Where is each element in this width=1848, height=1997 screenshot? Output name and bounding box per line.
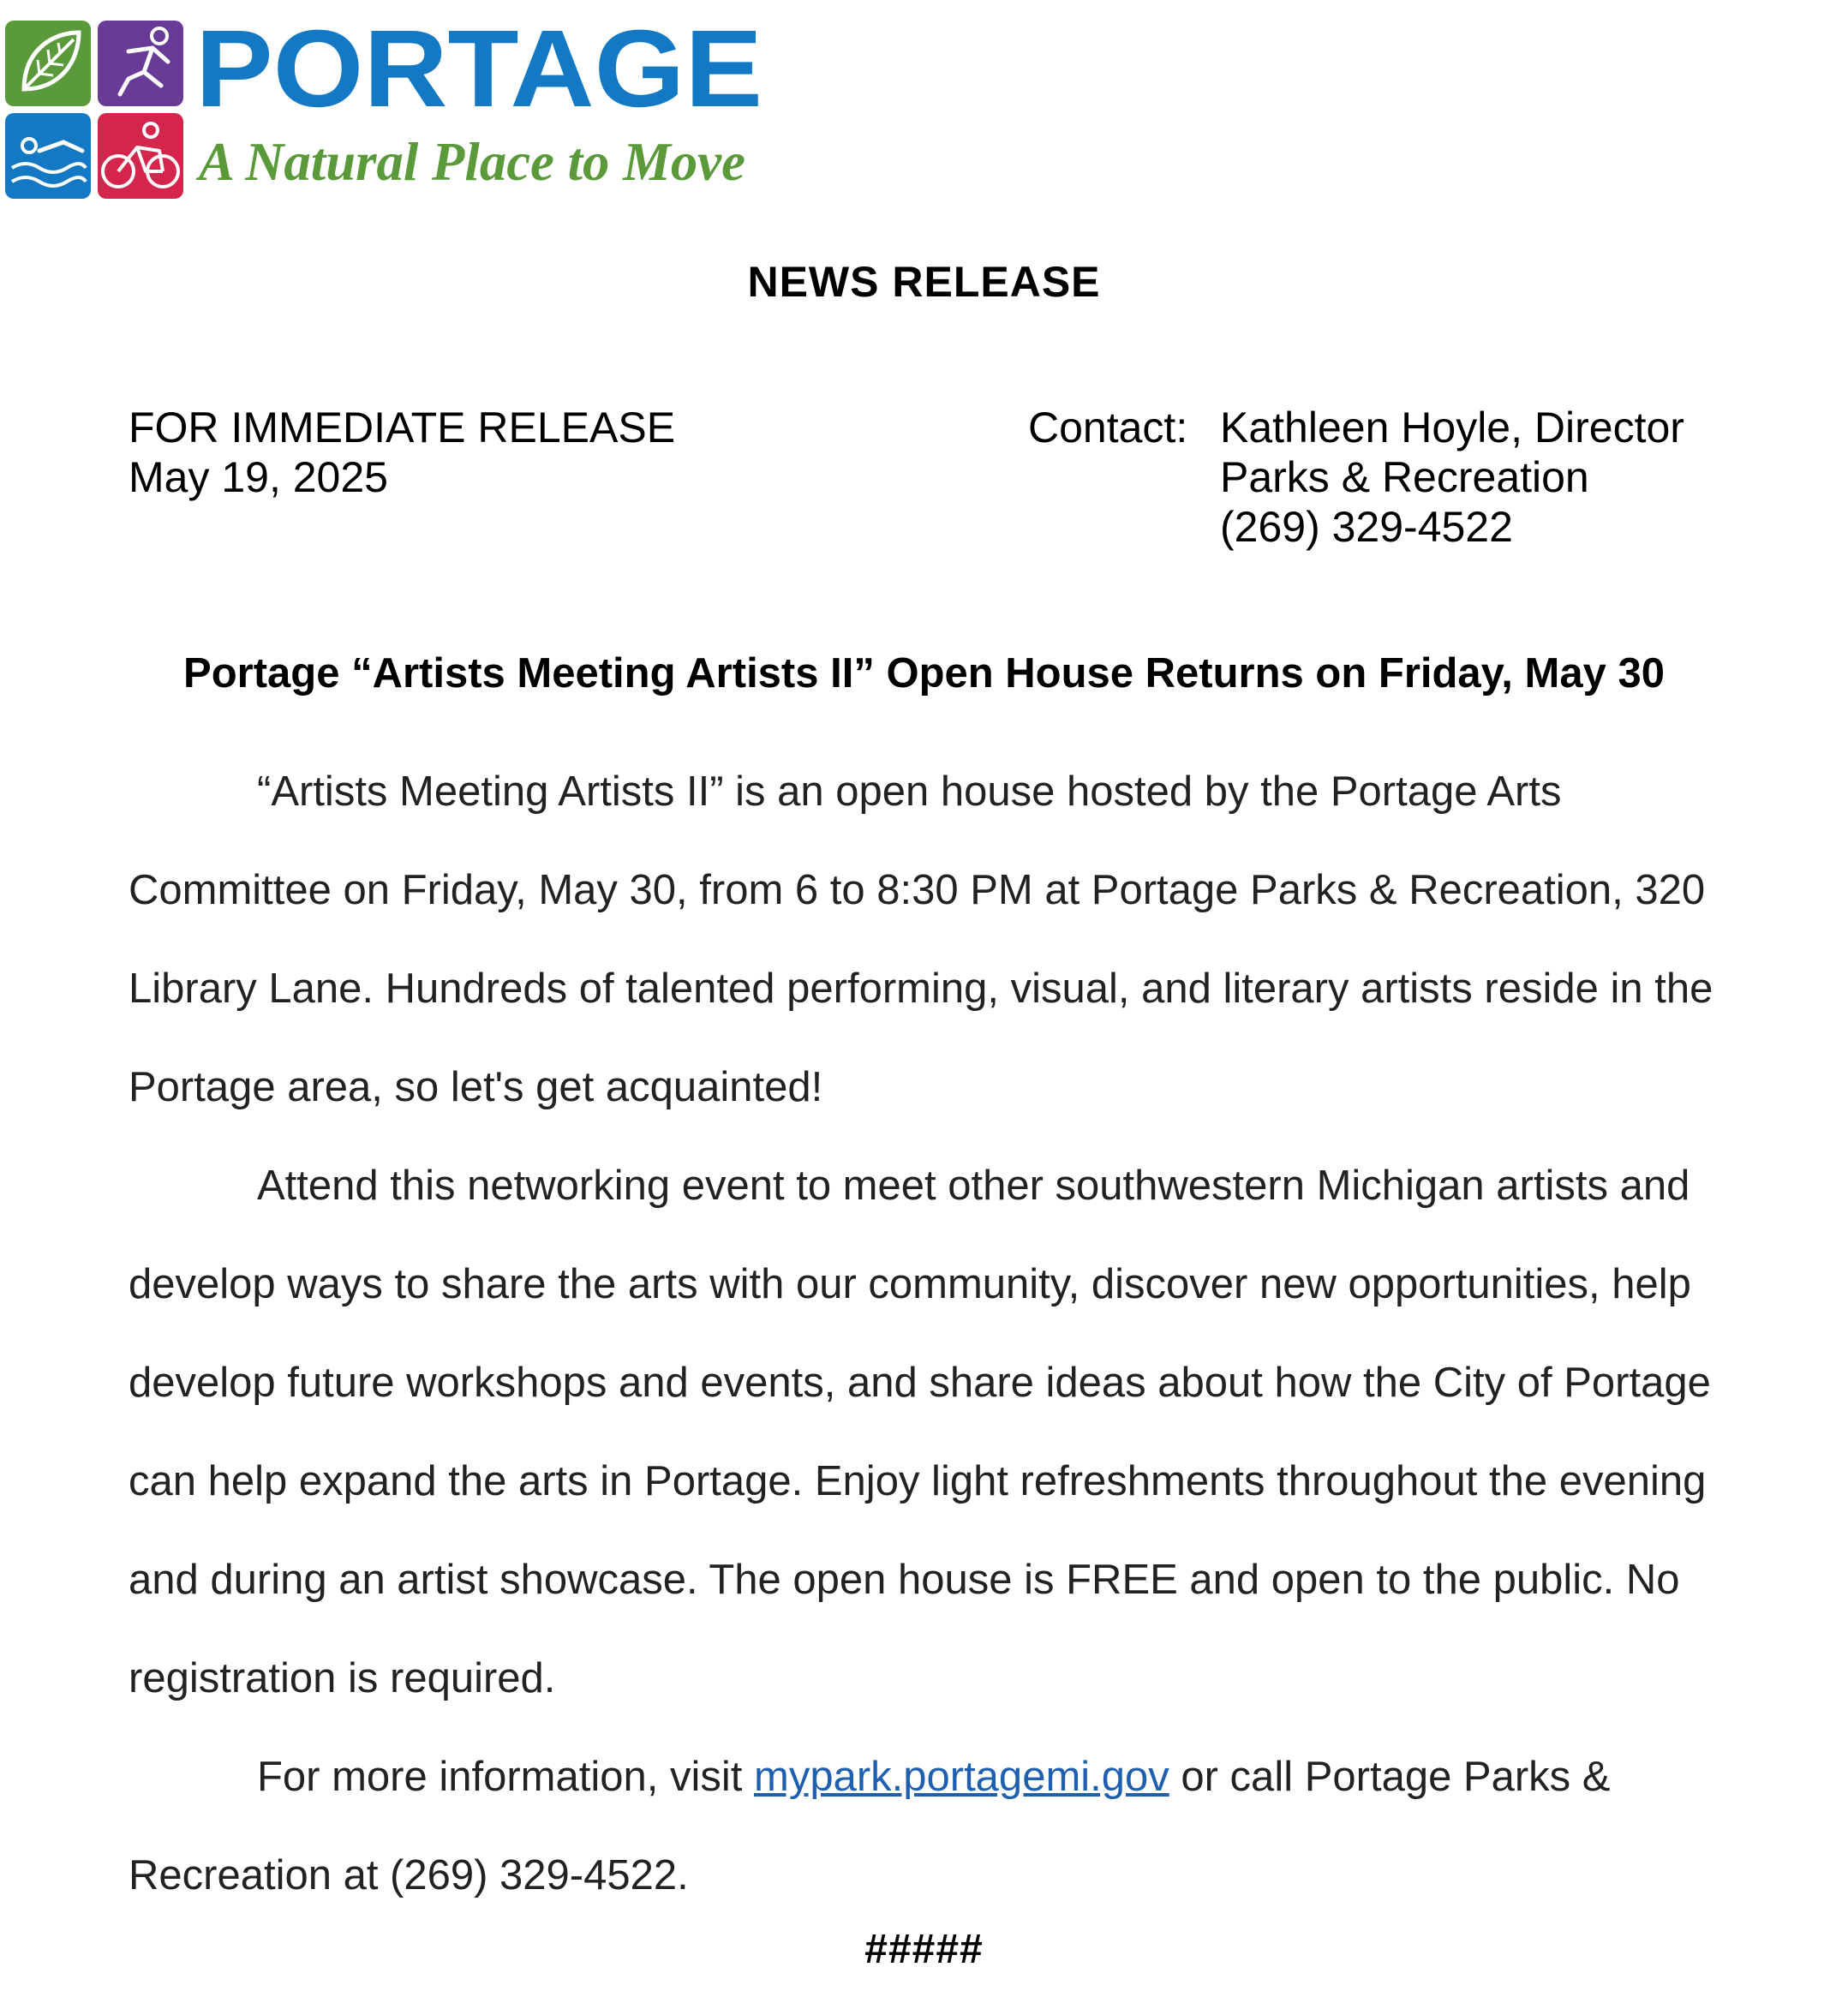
contact-department: Parks & Recreation <box>1220 453 1589 501</box>
contact-name: Kathleen Hoyle, Director <box>1220 404 1684 451</box>
paragraph-3-lead: For more information, visit <box>257 1754 754 1800</box>
release-body <box>129 743 1756 1925</box>
mypark-link[interactable]: mypark.portagemi.gov <box>754 1754 1169 1800</box>
body-paragraph-2: Attend this networking event to meet other southwestern Michigan artists and develop ways to share the arts with our community, discover new opportunities, help develop future workshops and events, and share ideas about how the City of Portage can help expand the arts in Portage. Enjoy light refreshments throughout the evening and during an artist showcase. The open house is FREE and open to the public. No registration is required. <box>129 1163 1711 1701</box>
portage-logo <box>0 0 771 206</box>
headline: Portage “Artists Meeting Artists II” Open House Returns on Friday, May 30 <box>183 650 1665 697</box>
release-info <box>129 403 675 502</box>
news-release-heading: NEWS RELEASE <box>747 258 1101 306</box>
body-paragraph-1: “Artists Meeting Artists II” is an open house hosted by the Portage Arts Committee on Friday, May 30, from 6 to 8:30 PM at Portage Parks & Recreation, 320 Library Lane. Hundreds of talented performing, visual, and literary artists reside in the Portage area, so let's get acquainted! <box>129 768 1713 1110</box>
cyclist-icon <box>98 113 183 199</box>
contact-details <box>1220 403 1684 552</box>
contact-phone: (269) 329-4522 <box>1220 503 1513 551</box>
portage-wordmark: PORTAGE <box>195 8 763 130</box>
swimmer-icon <box>5 113 91 199</box>
portage-tagline: A Natural Place to Move <box>195 131 745 192</box>
runner-icon <box>98 21 183 106</box>
leaf-icon <box>5 21 91 106</box>
release-date: May 19, 2025 <box>129 453 388 501</box>
contact-label: Contact: <box>1028 404 1188 451</box>
release-label: FOR IMMEDIATE RELEASE <box>129 404 676 451</box>
end-mark: ##### <box>864 1927 984 1972</box>
paragraph-3-tail: or call Portage Parks & Recreation at (269) 329-4522. <box>129 1754 1611 1898</box>
body-paragraph-3 <box>129 1728 1756 1925</box>
